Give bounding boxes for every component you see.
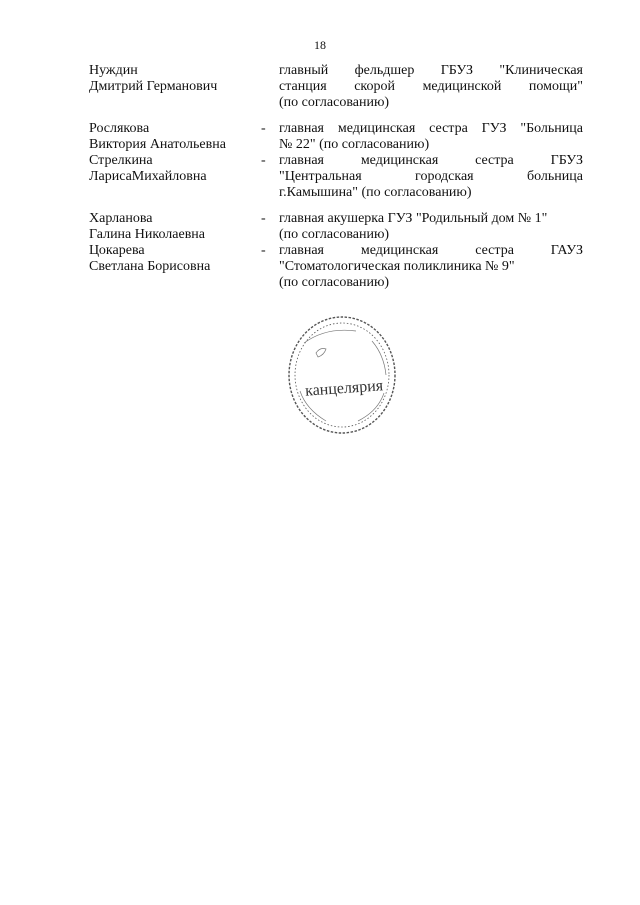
- member-role: [279, 63, 583, 111]
- member-role: [279, 153, 583, 201]
- member-entry-1: [89, 121, 583, 153]
- surname: Харланова: [89, 211, 153, 226]
- member-name: [89, 243, 261, 291]
- member-entry-3: [89, 211, 583, 243]
- office-stamp: [286, 313, 398, 437]
- given-names: Светлана Борисовна: [89, 259, 211, 274]
- dash: -: [261, 121, 266, 136]
- member-role: [279, 243, 583, 291]
- page-number: 18: [314, 38, 326, 52]
- stamp-seal-icon: [286, 313, 398, 437]
- surname: Стрелкина: [89, 153, 153, 168]
- given-names: ЛарисаМихайловна: [89, 169, 207, 184]
- role-line: "Центральная городская больница: [279, 169, 583, 184]
- member-entry-0: [89, 63, 583, 111]
- role-line: г.Камышина" (по согласованию): [279, 185, 472, 200]
- member-name: [89, 121, 261, 153]
- member-name: [89, 63, 261, 111]
- members-list: [89, 63, 583, 291]
- surname: Нуждин: [89, 63, 138, 78]
- member-role: [279, 211, 583, 243]
- role-line: (по согласованию): [279, 95, 390, 110]
- role-line: главная медицинская сестра ГУЗ "Больница: [279, 121, 583, 136]
- role-line: станция скорой медицинской помощи": [279, 79, 583, 94]
- role-line: главная акушерка ГУЗ "Родильный дом № 1": [279, 211, 548, 226]
- given-names: Дмитрий Германович: [89, 79, 218, 94]
- role-line: (по согласованию): [279, 275, 390, 290]
- role-line: главный фельдшер ГБУЗ "Клиническая: [279, 63, 583, 78]
- member-entry-2: [89, 153, 583, 201]
- stamp-text: канцелярия: [304, 377, 384, 400]
- dash: -: [261, 153, 266, 168]
- role-line: (по согласованию): [279, 227, 390, 242]
- role-line: № 22" (по согласованию): [279, 137, 430, 152]
- surname: Рослякова: [89, 121, 150, 136]
- role-line: "Стоматологическая поликлиника № 9": [279, 259, 515, 274]
- member-name: [89, 211, 261, 243]
- dash: [261, 63, 279, 111]
- surname: Цокарева: [89, 243, 145, 258]
- role-line: главная медицинская сестра ГБУЗ: [279, 153, 583, 168]
- member-entry-4: [89, 243, 583, 291]
- given-names: Виктория Анатольевна: [89, 137, 226, 152]
- member-role: [279, 121, 583, 153]
- dash: -: [261, 243, 266, 258]
- given-names: Галина Николаевна: [89, 227, 206, 242]
- member-name: [89, 153, 261, 201]
- role-line: главная медицинская сестра ГАУЗ: [279, 243, 583, 258]
- dash: -: [261, 211, 266, 226]
